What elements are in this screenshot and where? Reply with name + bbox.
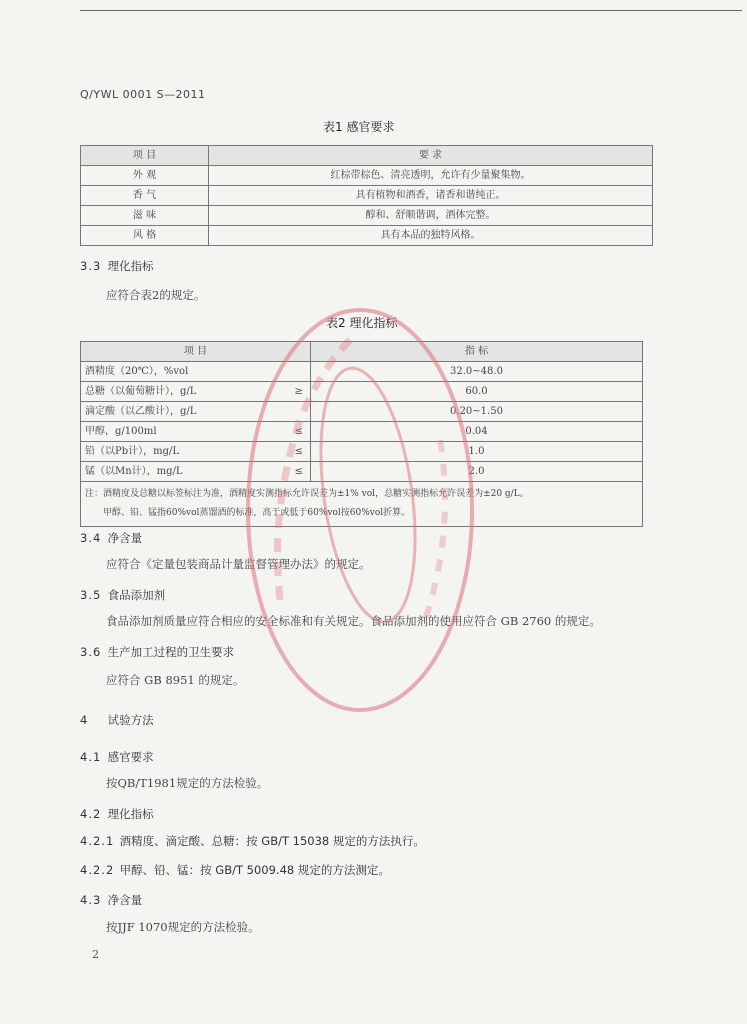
section-title: 试验方法 xyxy=(107,713,154,727)
section-4-2-2 xyxy=(80,862,390,878)
section-3-6-text: 应符合 GB 8951 的规定。 xyxy=(106,673,245,687)
table-cell: 锰（以Mn计），mg/L xyxy=(81,462,291,482)
table-cell: 甲醇，g/100ml xyxy=(81,422,291,442)
table-row xyxy=(81,226,653,246)
table-row xyxy=(81,462,643,482)
section-title: 食品添加剂 xyxy=(107,588,166,602)
table2-note-line-2: 甲醇、铅、锰指60%vol蒸馏酒的标准，高于或低于60%vol按60%vol折算。 xyxy=(103,508,411,518)
table1-header-row xyxy=(81,146,653,166)
table-cell: 32.0~48.0 xyxy=(311,362,643,382)
table-cell-operator xyxy=(291,402,311,422)
table-row xyxy=(81,382,643,402)
section-number: 3.5 xyxy=(80,588,102,602)
table2-header-item: 项 目 xyxy=(81,342,311,362)
section-title: 净含量 xyxy=(107,531,143,545)
section-title: 理化指标 xyxy=(107,259,154,273)
section-number: 3.3 xyxy=(80,259,102,273)
table-row xyxy=(81,362,643,382)
section-4-3-text: 按JJF 1070规定的方法检验。 xyxy=(106,920,260,934)
table-cell: 具有本品的独特风格。 xyxy=(209,226,653,246)
table1-sensory xyxy=(80,145,653,246)
section-text: 酒精度、滴定酸、总糖：按 GB/T 15038 规定的方法执行。 xyxy=(119,834,425,848)
table-row xyxy=(81,166,653,186)
table2-note xyxy=(81,482,643,527)
table-cell: 红棕带棕色、清亮透明，允许有少量聚集物。 xyxy=(209,166,653,186)
section-title: 净含量 xyxy=(107,893,143,907)
section-number: 4 xyxy=(80,713,89,727)
table-cell-operator: ≤ xyxy=(291,442,311,462)
section-3-5-heading xyxy=(80,587,165,603)
table-cell: 总糖（以葡萄糖计），g/L xyxy=(81,382,291,402)
table-cell: 滋 味 xyxy=(81,206,209,226)
section-4-heading xyxy=(80,712,154,728)
section-3-3-heading xyxy=(80,258,154,274)
table2-note-line-1: 注：酒精度及总糖以标签标注为准，酒精度实测指标允许误差为±1% vol，总糖实测指标允许误差为±20 g/L。 xyxy=(85,489,529,499)
section-3-4-text: 应符合《定量包装商品计量监督管理办法》的规定。 xyxy=(106,557,371,571)
section-3-6-heading xyxy=(80,644,234,660)
section-number: 3.4 xyxy=(80,531,102,545)
table-row xyxy=(81,442,643,462)
table-cell: 滴定酸（以乙酸计），g/L xyxy=(81,402,291,422)
table2-caption: 表2 理化指标 xyxy=(326,316,398,330)
table-cell: 2.0 xyxy=(311,462,643,482)
section-4-2-1 xyxy=(80,833,425,849)
table-cell: 风 格 xyxy=(81,226,209,246)
section-4-1-heading xyxy=(80,749,154,765)
table1-header-item: 项 目 xyxy=(81,146,209,166)
table-cell-operator: ≥ xyxy=(291,382,311,402)
section-number: 4.2.2 xyxy=(80,863,115,877)
table-row xyxy=(81,422,643,442)
table-cell-operator xyxy=(291,362,311,382)
table2-physicochemical xyxy=(80,341,643,527)
section-number: 4.3 xyxy=(80,893,102,907)
table1-caption: 表1 感官要求 xyxy=(323,120,395,134)
table-cell: 0.04 xyxy=(311,422,643,442)
section-number: 4.2.1 xyxy=(80,834,115,848)
section-4-3-heading xyxy=(80,892,142,908)
table-cell-operator: ≤ xyxy=(291,422,311,442)
standard-code: Q/YWL 0001 S—2011 xyxy=(80,88,206,101)
table-cell: 60.0 xyxy=(311,382,643,402)
table-cell: 香 气 xyxy=(81,186,209,206)
table-cell-operator: ≤ xyxy=(291,462,311,482)
table-cell: 0.20~1.50 xyxy=(311,402,643,422)
table-cell: 外 观 xyxy=(81,166,209,186)
table-cell: 铅（以Pb计），mg/L xyxy=(81,442,291,462)
section-3-4-heading xyxy=(80,530,142,546)
table-row xyxy=(81,206,653,226)
section-number: 4.2 xyxy=(80,807,102,821)
section-number: 4.1 xyxy=(80,750,102,764)
table1-header-requirement: 要 求 xyxy=(209,146,653,166)
table-cell: 1.0 xyxy=(311,442,643,462)
table-row xyxy=(81,402,643,422)
table-cell: 酒精度（20℃），%vol xyxy=(81,362,291,382)
table-row xyxy=(81,186,653,206)
section-3-3-text: 应符合表2的规定。 xyxy=(106,288,206,302)
section-title: 理化指标 xyxy=(107,807,154,821)
section-3-5-text: 食品添加剂质量应符合相应的安全标准和有关规定。食品添加剂的使用应符合 GB 2760 的规定。 xyxy=(106,614,601,628)
section-4-1-text: 按QB/T1981规定的方法检验。 xyxy=(106,776,269,790)
table2-note-row xyxy=(81,482,643,527)
section-number: 3.6 xyxy=(80,645,102,659)
section-title: 感官要求 xyxy=(107,750,154,764)
table-cell: 醇和、舒顺谐调，酒体完整。 xyxy=(209,206,653,226)
section-title: 生产加工过程的卫生要求 xyxy=(107,645,235,659)
table2-header-index: 指 标 xyxy=(311,342,643,362)
section-text: 甲醇、铅、锰：按 GB/T 5009.48 规定的方法测定。 xyxy=(119,863,390,877)
header-rule xyxy=(80,10,742,11)
page-number: 2 xyxy=(92,948,99,961)
table2-header-row xyxy=(81,342,643,362)
section-4-2-heading xyxy=(80,806,154,822)
table-cell: 具有植物和酒香，诸香和谐纯正。 xyxy=(209,186,653,206)
